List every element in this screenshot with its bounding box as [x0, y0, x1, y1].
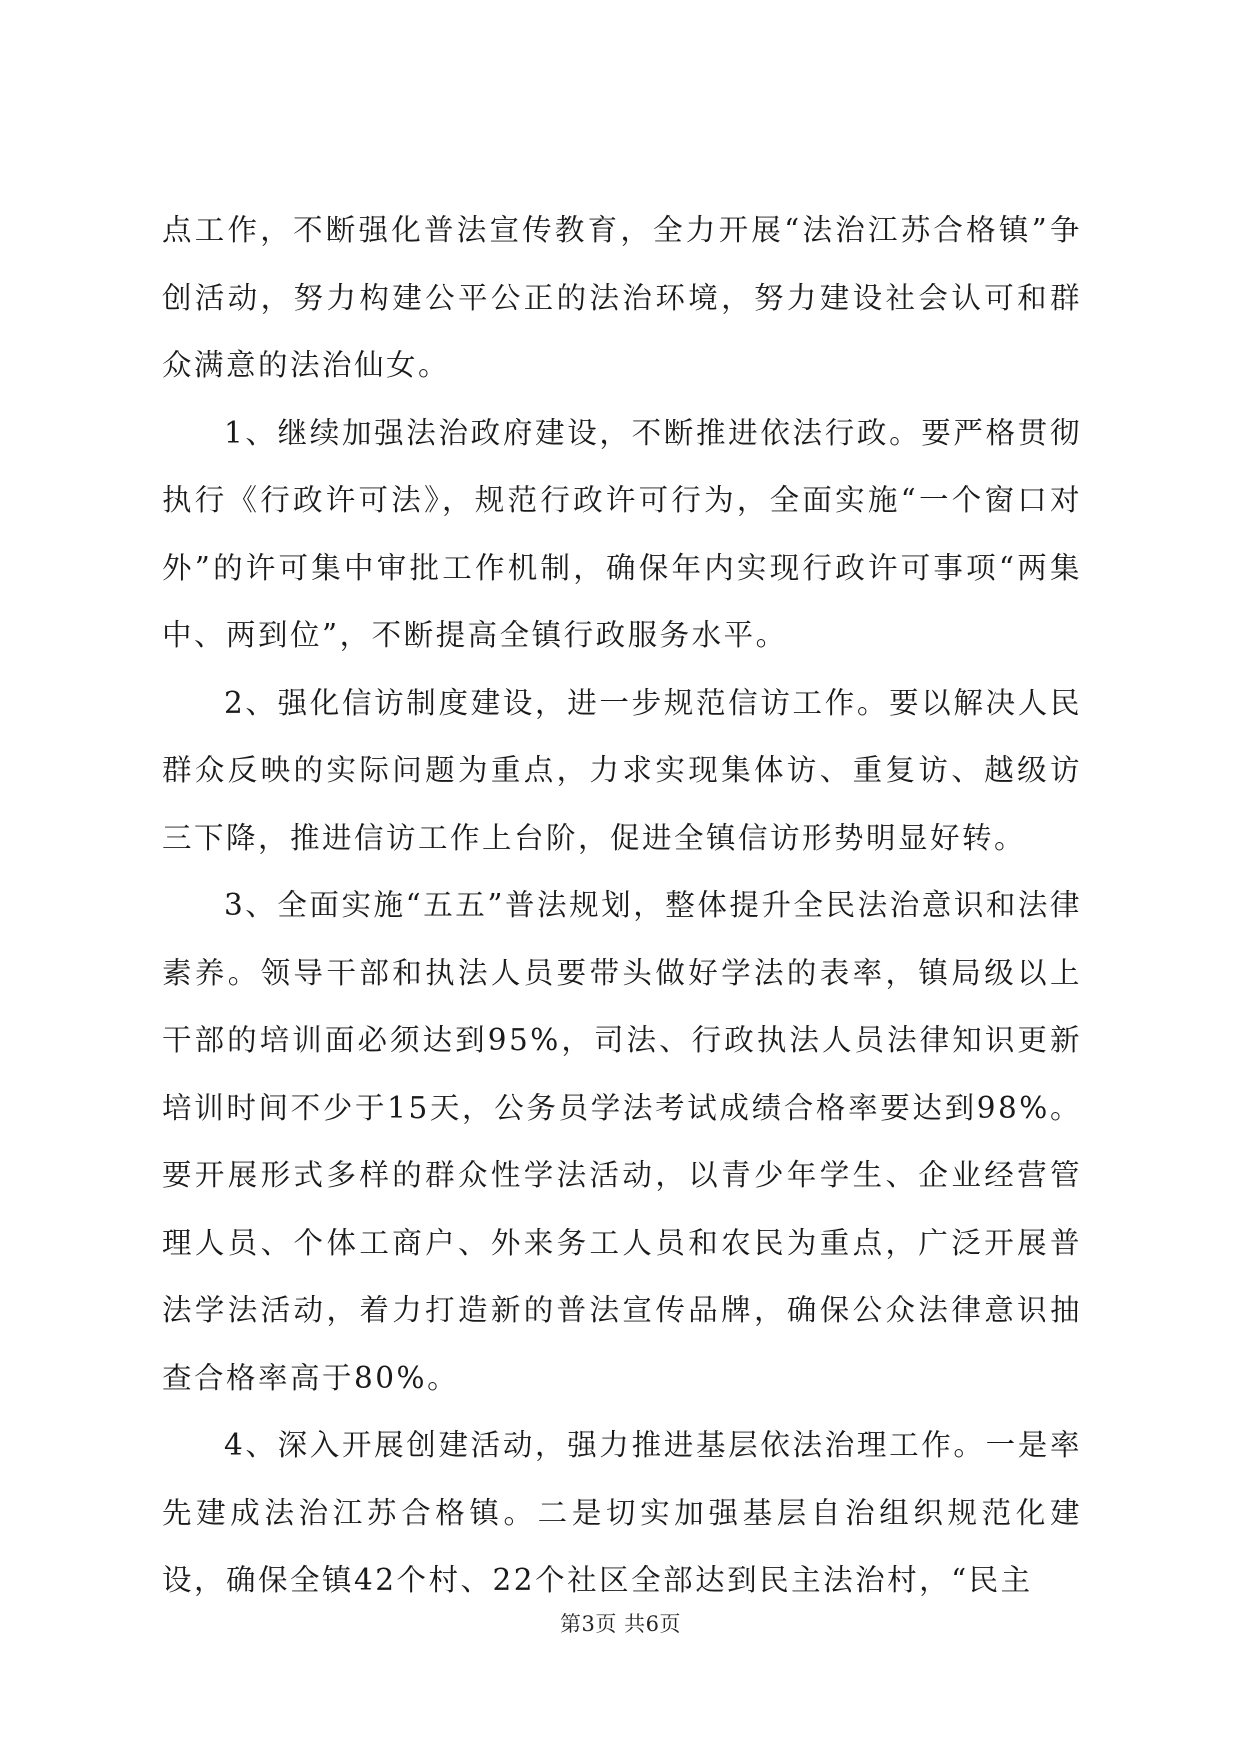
paragraph-item-1: 1、继续加强法治政府建设，不断推进依法行政。要严格贯彻执行《行政许可法》，规范行政许可行为，全面实施“一个窗口对外”的许可集中审批工作机制，确保年内实现行政许可事项“两集中、两到位”，不断提高全镇行政服务水平。	[162, 415, 1082, 652]
paragraph-item-3: 3、全面实施“五五”普法规划，整体提升全民法治意识和法律素养。领导干部和执法人员要带头做好学法的表率，镇局级以上干部的培训面必须达到95%，司法、行政执法人员法律知识更新培训时间不少于15天，公务员学法考试成绩合格率要达到98%。要开展形式多样的群众性学法活动，以青少年学生、企业经营管理人员、个体工商户、外来务工人员和农民为重点，广泛开展普法学法活动，着力打造新的普法宣传品牌，确保公众法律意识抽查合格率高于80%。	[162, 888, 1082, 1395]
document-body	[162, 197, 1082, 1615]
paragraph-item-4: 4、深入开展创建活动，强力推进基层依法治理工作。一是率先建成法治江苏合格镇。二是切实加强基层自治组织规范化建设，确保全镇42个村、22个社区全部达到民主法治村，“民主	[162, 1428, 1082, 1597]
page-number-footer: 第3页 共6页	[560, 1612, 681, 1636]
paragraph-item-2: 2、强化信访制度建设，进一步规范信访工作。要以解决人民群众反映的实际问题为重点，力求实现集体访、重复访、越级访三下降，推进信访工作上台阶，促进全镇信访形势明显好转。	[162, 685, 1082, 855]
paragraph-continued-intro: 点工作，不断强化普法宣传教育，全力开展“法治江苏合格镇”争创活动，努力构建公平公正的法治环境，努力建设社会认可和群众满意的法治仙女。	[162, 213, 1082, 382]
